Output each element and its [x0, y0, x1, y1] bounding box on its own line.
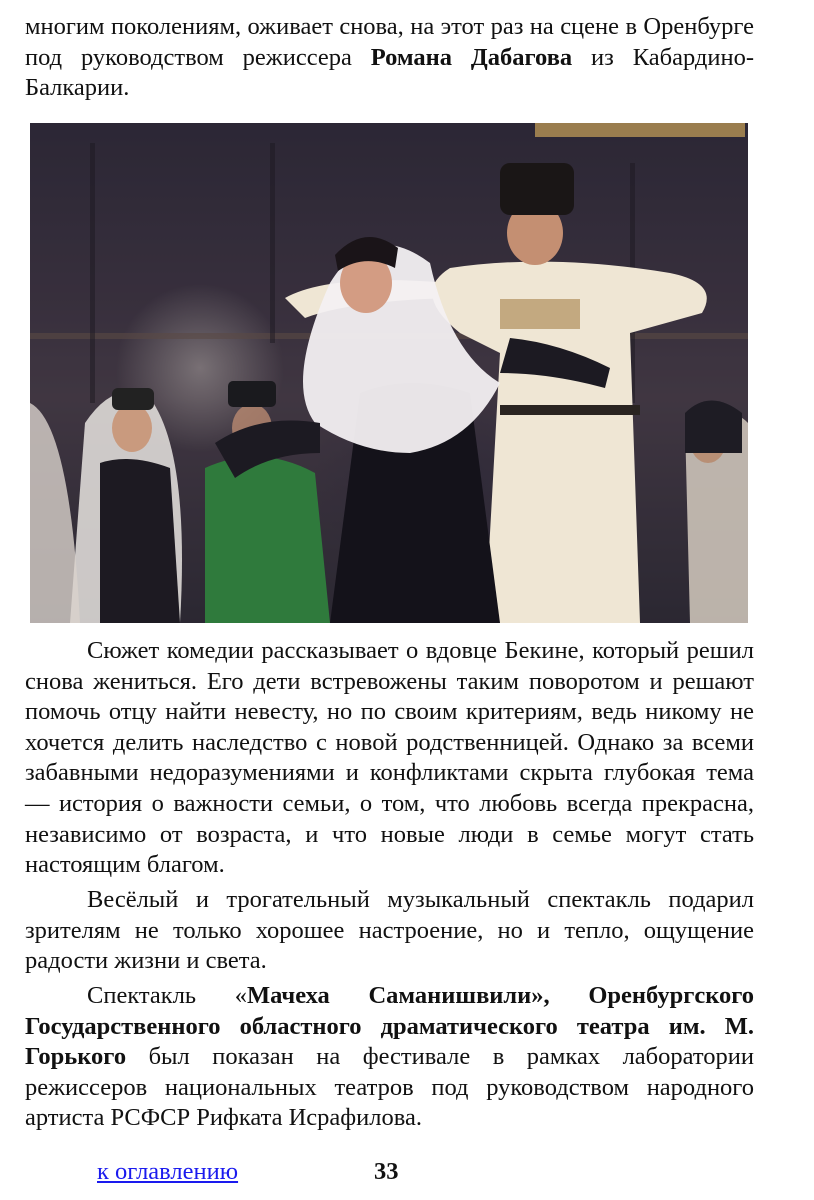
intro-paragraph: [25, 12, 754, 104]
story-paragraph: Сюжет комедии рассказывает о вдовце Бекине, который решил снова жениться. Его дети встревожены таким поворотом и решают помочь отцу найти невесту, но по своим критериям, ведь никому не хочется делить наследство с новой родственницей. Однако за всеми забавными недоразумениями и конфликтами скрыта глубокая тема — история о важности семьи, о том, что любовь всегда прекрасна, независимо от возраста, и что новые люди в семье могут стать настоящим благом.: [25, 637, 754, 879]
performance-title: Мачеха Саманишвили», Оренбургского Государственного областного драматического театра им. М. Горького: [25, 982, 754, 1071]
table-of-contents-link[interactable]: к оглавлению: [97, 1158, 239, 1185]
impressions-paragraph: Весёлый и трогательный музыкальный спектакль подарил зрителям не только хорошее настроение, но и тепло, ощущение радости жизни и света.: [25, 886, 754, 975]
intro-text-after: из Кабардино-Балкарии.: [25, 43, 754, 102]
page-number: 33: [374, 1158, 399, 1185]
stage-photo-illustration: [30, 123, 748, 623]
stage-photo: [30, 123, 748, 623]
performance-rest: был показан на фестивале в рамках лаборатории режиссеров национальных театров под руководством народного артиста РСФСР Рифката Исрафилова.: [25, 1043, 754, 1132]
director-name: Романа Дабагова: [370, 43, 573, 71]
performance-lead: Спектакль «: [87, 982, 248, 1009]
performance-paragraph: [25, 981, 754, 1134]
intro-text-before: многим поколениям, оживает снова, на этот раз на сцене в Оренбурге под руководством режиссера: [25, 13, 754, 71]
